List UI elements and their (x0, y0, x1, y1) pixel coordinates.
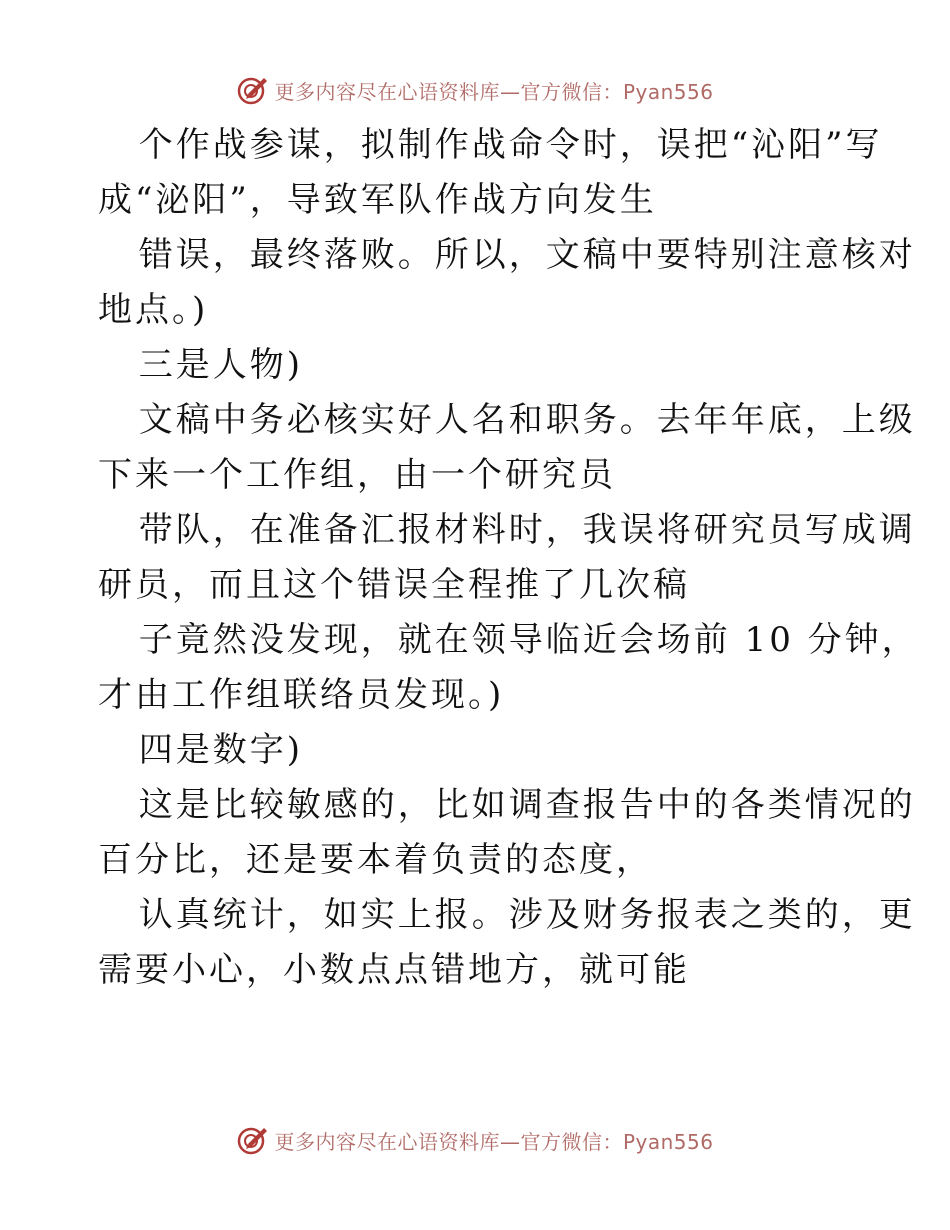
paragraph (98, 613, 919, 723)
banner-text: 更多内容尽在心语资料库—官方微信：Pyan556 (274, 1129, 714, 1154)
pen-logo-icon (236, 73, 270, 107)
banner-text: 更多内容尽在心语资料库—官方微信：Pyan556 (274, 79, 714, 104)
text-line: 带队，在准备汇报材料时，我误将研究员写成调 (138, 510, 916, 550)
paragraph (98, 888, 916, 998)
text-line: 四是数字) (138, 730, 304, 770)
text-line: 地点。) (98, 290, 209, 330)
text-line: 文稿中务必核实好人名和职务。去年年底，上级 (138, 400, 916, 440)
section-heading (98, 723, 858, 778)
text-line: 成“泌阳”，导致军队作战方向发生 (98, 180, 657, 220)
text-line: 错误，最终落败。所以，文稿中要特别注意核对 (138, 235, 916, 275)
paragraph (98, 778, 916, 888)
text-line: 认真统计，如实上报。涉及财务报表之类的，更 (138, 895, 916, 935)
text-line: 三是人物) (138, 345, 304, 385)
text-line: 需要小心，小数点点错地方，就可能 (98, 950, 690, 990)
text-line: 研员，而且这个错误全程推了几次稿 (98, 565, 690, 605)
paragraph (98, 118, 883, 228)
header-banner (0, 70, 950, 110)
text-line: 个作战参谋，拟制作战命令时，误把“沁阳”写 (138, 125, 883, 165)
document-body (98, 118, 919, 998)
text-line: 下来一个工作组，由一个研究员 (98, 455, 616, 495)
section-heading (98, 338, 858, 393)
paragraph (98, 228, 916, 338)
text-line: 百分比，还是要本着负责的态度， (98, 840, 653, 880)
footer-banner (0, 1120, 950, 1160)
pen-logo-icon (236, 1123, 270, 1157)
text-line: 才由工作组联络员发现。) (98, 675, 505, 715)
paragraph (98, 393, 916, 503)
text-line: 这是比较敏感的，比如调查报告中的各类情况的 (138, 785, 916, 825)
text-line: 子竟然没发现，就在领导临近会场前 10 分钟， (138, 620, 919, 660)
paragraph (98, 503, 916, 613)
